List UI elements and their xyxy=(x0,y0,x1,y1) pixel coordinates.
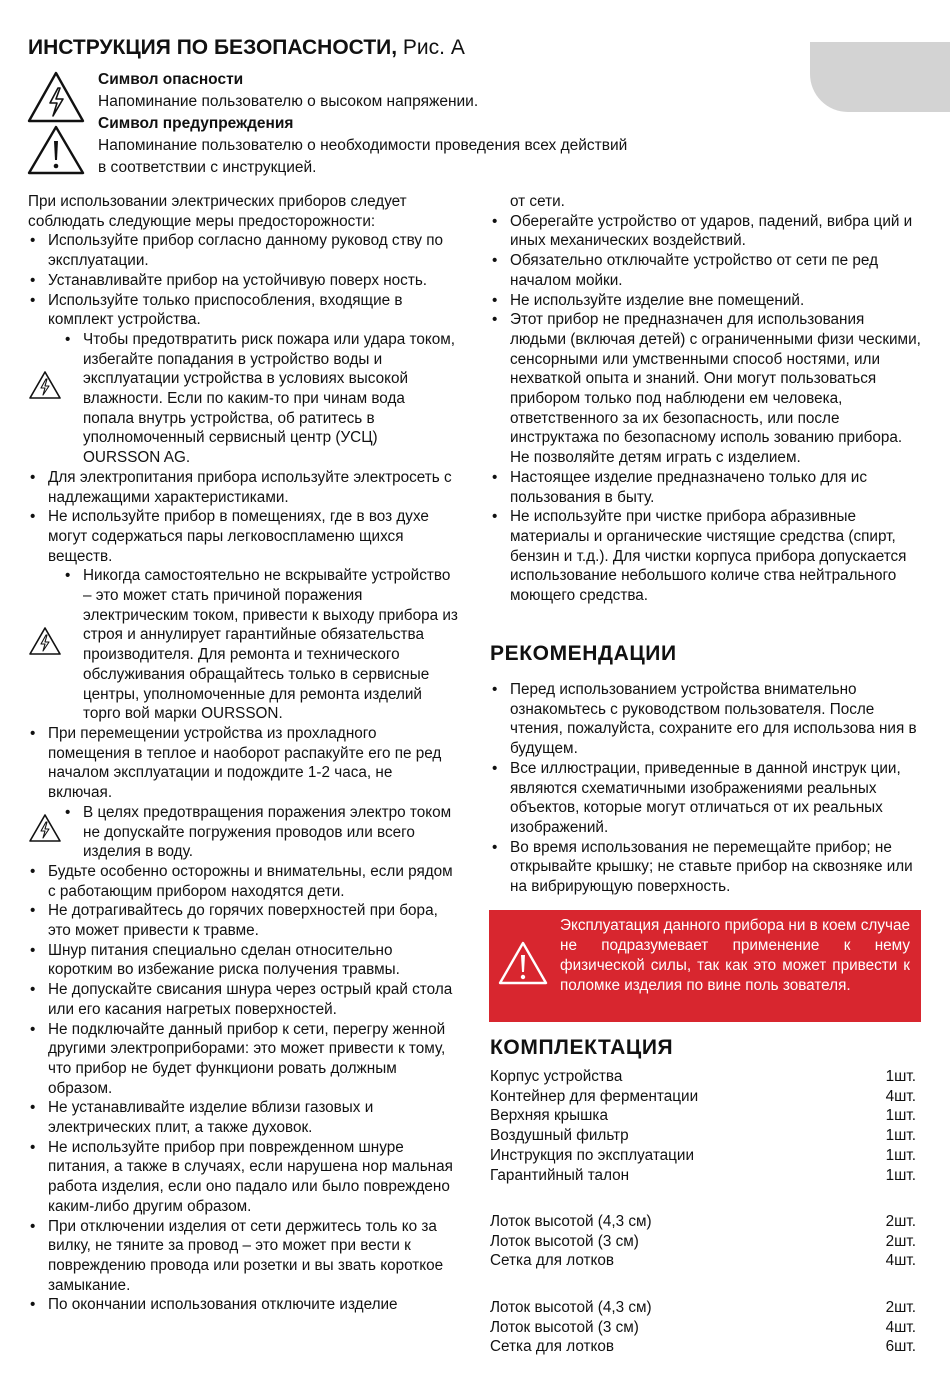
kit-group-3 xyxy=(490,1298,916,1357)
danger-symbol-legend xyxy=(98,69,478,113)
high-voltage-warning-icon xyxy=(26,70,86,124)
kit-item-qty: 1шт. xyxy=(885,1127,916,1145)
list-item: • Этот прибор не предназначен для использования людьми (включая детей) с ограниченными физи ческими, сенсорными или умственными способ ностями, или нехваткой опыта и знаний. Они могут пользоваться прибором только под наблюдени ем человека, ответственного за их безопасность, или после инструктажа по безопасному исполь зованию прибора. Не позволяйте детям играть с изделием. xyxy=(490,310,922,468)
kit-item-qty: 4шт. xyxy=(885,1318,916,1336)
list-item: • Используйте только приспособления, входящие в комплект устройства. xyxy=(28,291,458,330)
kit-item-qty: 1шт. xyxy=(885,1107,916,1125)
list-item: • Не используйте прибор в помещениях, где в воз духе могут содержаться пары легковоспламеню щихся веществ. xyxy=(28,507,458,566)
kit-row xyxy=(490,1146,916,1166)
list-item: • Не устанавливайте изделие вблизи газовых и электрических плит, а также духовок. xyxy=(28,1098,458,1137)
intro-text: При использовании электрических приборов следует соблюдать следующие меры предосторожности: xyxy=(28,193,407,230)
kit-item-qty: 1шт. xyxy=(885,1166,916,1184)
kit-row xyxy=(490,1337,916,1357)
kit-row xyxy=(490,1318,916,1338)
sub-list-item xyxy=(28,330,458,468)
kit-row xyxy=(490,1067,916,1087)
list-item: • Настоящее изделие предназначено только для ис пользования в быту. xyxy=(490,468,922,507)
warning-symbol-text-2: в соответствии с инструкцией. xyxy=(98,159,317,176)
list-item: • Обязательно отключайте устройство от сети пе ред началом мойки. xyxy=(490,251,922,290)
kit-row xyxy=(490,1166,916,1186)
left-column xyxy=(28,192,458,1315)
right-column xyxy=(490,192,922,606)
page-corner-tab xyxy=(810,42,950,112)
sub-list-text: Никогда самостоятельно не вскрывайте устройство – это может стать причиной поражения электрическим током, привести к выходу прибора из строя и аннулирует гарантийные обязательства производителя. Для ремонта и технического обслуживания обращайтесь только в сервисные центры, уполномоченные для ремонта изделий торго вой марки OURSSON. xyxy=(83,567,458,723)
list-item: • Все иллюстрации, приведенные в данной инструк ции, являются схематичными изображениями реальных объектов, которые могут отличаться от их реальных изображений. xyxy=(490,759,922,838)
sub-list-text: Чтобы предотвратить риск пожара или удара током, избегайте попадания в устройство воды и эксплуатации устройства в условиях высокой влажности. Если по каким-то при чинам вода попала внутрь устройства, об ратитесь в уполномоченный сервисный центр (УСЦ) OURSSON AG. xyxy=(83,330,456,467)
kit-row xyxy=(490,1087,916,1107)
kit-item-name: Сетка для лотков xyxy=(490,1338,614,1356)
list-item: • Не используйте изделие вне помещений. xyxy=(490,291,922,311)
kit-item-name: Лоток высотой (3 см) xyxy=(490,1318,639,1336)
kit-item-name: Инструкция по эксплуатации xyxy=(490,1146,695,1164)
danger-symbol-title: Символ опасности xyxy=(98,71,244,88)
kit-row xyxy=(490,1126,916,1146)
kit-row xyxy=(490,1232,916,1252)
kit-item-qty: 1шт. xyxy=(885,1068,916,1085)
kit-item-name: Лоток высотой (4,3 см) xyxy=(490,1213,652,1230)
kit-item-name: Лоток высотой (3 см) xyxy=(490,1232,639,1250)
kit-item-name: Гарантийный талон xyxy=(490,1166,630,1184)
kit-item-name: Сетка для лотков xyxy=(490,1252,614,1270)
kit-item-qty: 1шт. xyxy=(885,1146,916,1164)
kit-item-qty: 4шт. xyxy=(885,1252,916,1270)
list-item: • Перед использованием устройства внимательно ознакомьтесь с руководством пользователя. После чтения, пожалуйста, сохраните его для использова ния в будущем. xyxy=(490,680,922,759)
kit-item-name: Лоток высотой (4,3 см) xyxy=(490,1299,652,1316)
list-item: • Оберегайте устройство от ударов, падений, вибра ций и иных механических воздействий. xyxy=(490,212,922,251)
kit-row xyxy=(490,1251,916,1271)
kit-item-qty: 2шт. xyxy=(885,1232,916,1250)
kit-item-qty: 6шт. xyxy=(885,1338,916,1356)
sub-list-item xyxy=(28,566,458,724)
list-item: • Не подключайте данный прибор к сети, перегру женной другими электроприборами: это может привести к тому, что прибор не будет функциони ровать должным образом. xyxy=(28,1020,458,1099)
force-warning-box xyxy=(489,910,921,1022)
force-warning-text: Эксплуатация данного прибора ни в коем случае не подразумевает применение к нему физической силы, так как это может привести к поломке изделия по вине поль зователя. xyxy=(560,917,910,994)
kit-row xyxy=(490,1298,916,1318)
list-item: • Не используйте при чистке прибора абразивные материалы и органические чистящие средства (спирт, бензин и т.д.). Для чистки корпуса прибора допускается использование небольшого количе ства нейтрального моющего средства. xyxy=(490,507,922,606)
sub-list-item xyxy=(28,803,458,862)
warning-symbol-legend xyxy=(98,113,627,179)
kit-item-name: Воздушный фильтр xyxy=(490,1127,629,1145)
kit-row xyxy=(490,1106,916,1126)
list-item: • Для электропитания прибора используйте электросеть с надлежащими характеристиками. xyxy=(28,468,458,507)
danger-symbol-text: Напоминание пользователю о высоком напряжении. xyxy=(98,93,479,110)
kit-item-name: Корпус устройства xyxy=(490,1068,623,1085)
kit-item-qty: 4шт. xyxy=(885,1087,916,1105)
sub-list-text: В целях предотвращения поражения электро током не допускайте погружения проводов или всего изделия в воду. xyxy=(83,803,452,861)
kit-item-name: Контейнер для ферментации xyxy=(490,1087,699,1105)
kit-group-2 xyxy=(490,1212,916,1271)
kit-row xyxy=(490,1212,916,1232)
high-voltage-warning-icon xyxy=(28,370,62,400)
recommendations-list xyxy=(490,680,922,897)
kit-item-name: Верхняя крышка xyxy=(490,1107,608,1125)
list-item: • Используйте прибор согласно данному руковод ству по эксплуатации. xyxy=(28,231,458,270)
continued-text: от сети. xyxy=(510,193,565,210)
page-title-bold: ИНСТРУКЦИЯ ПО БЕЗОПАСНОСТИ, xyxy=(28,36,398,59)
list-item: • При перемещении устройства из прохладного помещения в теплое и наоборот распакуйте его пе ред началом эксплуатации и подождите 1-2 часа, не включая. xyxy=(28,724,458,803)
warning-symbol-title: Символ предупреждения xyxy=(98,115,294,132)
list-item: • Шнур питания специально сделан относительно коротким во избежание риска получения травмы. xyxy=(28,941,458,980)
page-title xyxy=(28,36,465,60)
list-item: • При отключении изделия от сети держитесь толь ко за вилку, не тяните за провод – это может при вести к повреждению провода или розетки и вы звать короткое замыкание. xyxy=(28,1217,458,1296)
list-item: • Не дотрагивайтесь до горячих поверхностей при бора, это может привести к травме. xyxy=(28,901,458,940)
list-item: • Устанавливайте прибор на устойчивую поверх ность. xyxy=(28,271,458,291)
high-voltage-warning-icon xyxy=(28,626,62,656)
kit-group-1 xyxy=(490,1067,916,1185)
recommendations-heading: РЕКОМЕНДАЦИИ xyxy=(490,642,677,665)
exclamation-warning-icon xyxy=(26,124,86,176)
page-title-figure: Рис. А xyxy=(397,36,465,59)
high-voltage-warning-icon xyxy=(28,813,62,843)
list-item: • Во время использования не перемещайте прибор; не открывайте крышку; не ставьте прибор на сквозняке или на вибрирующую поверхность. xyxy=(490,838,922,897)
kit-item-qty: 2шт. xyxy=(885,1213,916,1230)
list-item: • Не используйте прибор при поврежденном шнуре питания, а также в случаях, если нарушена нор мальная работа изделия, если оно падало или было повреждено каким-либо другим образом. xyxy=(28,1138,458,1217)
list-item: • Будьте особенно осторожны и внимательны, если рядом с работающим прибором находятся дети. xyxy=(28,862,458,901)
kit-heading: КОМПЛЕКТАЦИЯ xyxy=(490,1036,674,1059)
exclamation-warning-icon xyxy=(497,940,549,986)
warning-symbol-text-1: Напоминание пользователю о необходимости проведения всех действий xyxy=(98,137,628,154)
kit-item-qty: 2шт. xyxy=(885,1299,916,1316)
list-item: • По окончании использования отключите изделие xyxy=(28,1295,458,1315)
list-item: • Не допускайте свисания шнура через острый край стола или его касания нагретых поверхностей. xyxy=(28,980,458,1019)
